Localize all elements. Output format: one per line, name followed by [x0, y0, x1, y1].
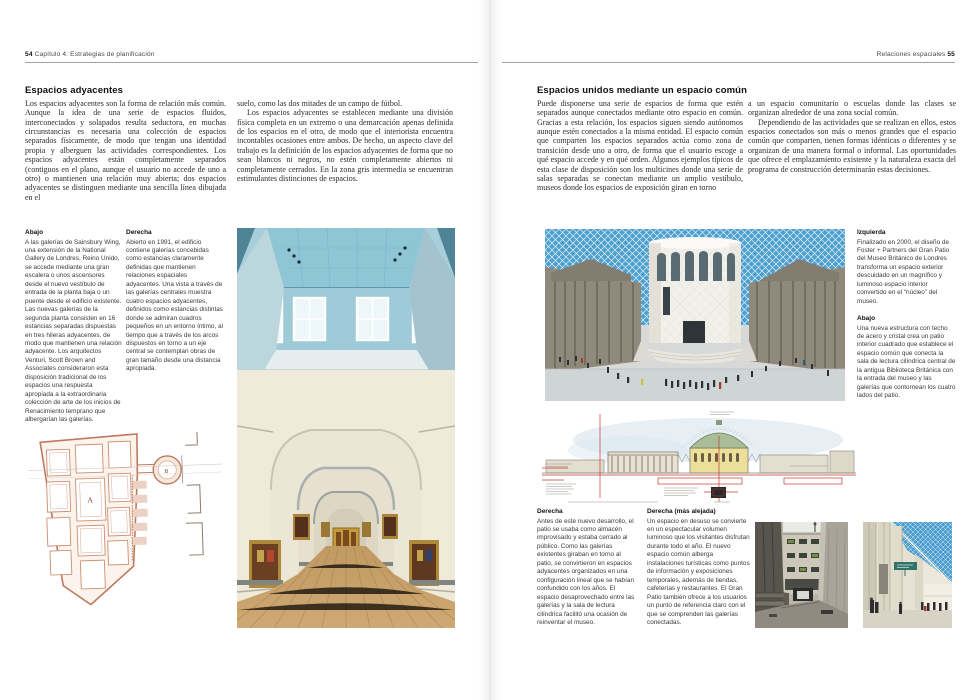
courtyard-before-photo — [755, 522, 848, 628]
body-column-left-2 — [237, 99, 453, 183]
chapter-title: Capítulo 4: Estrategias de planificación — [34, 51, 155, 58]
caption-title: Derecha — [537, 508, 563, 515]
great-court-photo — [545, 229, 845, 401]
caption-body: A las galerías de Sainsbury Wing, una extensión de la National Gallery de Londres, Reino Unido, se accede mediante una gran escalera o unos ascensores desde el nuevo vestíbulo de entrada de la planta baja o un puente desde el edificio existente. Las nuevas galerías de la segunda planta consisten en 16 estancias separadas dispuestas en tres hileras adyacentes, de modo que mantienen una relación adyacente. Los arquitectos Venturi, Scott Brown and Associates consideraron esta disposición tradicional de los espacios una respuesta apropiada a la extraordinaria colección de arte de los inicios de Renacimiento temprano que albergarían las galerías. — [25, 238, 122, 424]
caption-derecha-bottom — [537, 508, 637, 627]
caption-body: Antes de este nuevo desarrollo, el patio se usaba como almacén improvisado y estaba cerrado al público. Como las galerías existentes giraban en torno al patio, se convirtieron en espacios adyacentes organizados en una configuración lineal que se habían confundido con los años. El espacio desaprovechado entre las galerías y la sala de lectura cilíndrica facilitó una ocasión de reinventar el museo. — [537, 517, 635, 627]
caption-title: Derecha (más alejada) — [647, 508, 716, 515]
paragraph: suelo, como las dos mitades de un campo de fútbol. — [237, 99, 403, 108]
caption-body: Finalizado en 2000, el diseño de Foster + Partners del Gran Patio del Museo Británico de Londres transforma un espacio exterior descuidado en un magnífico y luminoso espacio interior convertido en el “núcleo” del museo. — [857, 238, 950, 305]
header-rule-left — [25, 62, 478, 63]
spread-gutter — [478, 0, 502, 700]
header-rule-right — [502, 62, 955, 63]
caption-title: Derecha — [126, 229, 152, 236]
body-column-right-1 — [537, 99, 743, 193]
caption-abajo-left — [25, 229, 122, 425]
body-column-right-2 — [748, 99, 956, 174]
paragraph: a un espacio comunitario o escuelas donde las clases se organizan alrededor de una zona social común. — [748, 99, 956, 118]
running-header-left — [25, 51, 455, 58]
page-number-left: 54 — [25, 51, 33, 58]
caption-title: Abajo — [857, 315, 876, 322]
page-number-right: 55 — [947, 51, 955, 58]
great-court-section-drawing — [538, 410, 862, 506]
caption-title: Izquierda — [857, 229, 886, 236]
caption-derecha-alejada — [647, 508, 751, 627]
paragraph: Los espacios adyacentes se establecen mediante una división física completa en un extremo o una demarcación apenas definida de los espacios en el otro, de modo que el interiorista encuentra incontables ocasiones entre ambos. De hecho, un aspecto clave del trabajo es la definición de los espacios adyacentes de forma que no sean blancos ni negros, no estén completamente abiertos ni completamente cerrados. En la zona gris intermedia se encuentran estimulantes distinciones de espacios. — [237, 108, 453, 183]
great-court-interior-photo — [863, 522, 952, 628]
paragraph: Puede disponerse una serie de espacios de forma que estén separados aunque conectados mediante otro espacio en común. Gracias a esta relación, los espacios siguen siendo autónomos aunque estén conectados a la misma entidad. El espacio común que comparten los espacios separados actúa como zona de transición desde uno a otro, de forma que el usuario escoge a qué espacio accede y en qué orden. Algunos ejemplos típicos de esta clase de disposición son los multicines donde una serie de salas separadas se conectan mediante un amplio vestíbulo, museos donde los espacios de exposición giran en torno — [537, 99, 743, 193]
caption-body: Abierto en 1991, el edificio contiene galerías concebidas como estancias claramente definidas que mantienen relaciones espaciales adyacentes. Una vista a través de las galerías centrales muestra cuatro espacios adyacentes, definidos como estancias distintas donde se admiran cuadros pequeños en un entorno íntimo, al tiempo que a través de los arcos dispuestos en torno a un eje central se contemplan obras de gran tamaño desde una distancia apropiada. — [126, 238, 223, 373]
section-title: Relaciones espaciales — [876, 51, 946, 58]
running-header-right — [525, 51, 955, 58]
caption-izquierda-right — [857, 229, 956, 306]
caption-derecha-left — [126, 229, 223, 374]
section-heading-left: Espacios adyacentes — [25, 85, 124, 96]
caption-title: Abajo — [25, 229, 44, 236]
body-column-left-1 — [25, 99, 226, 202]
section-heading-right: Espacios unidos mediante un espacio común — [537, 85, 747, 96]
floorplan-label-b: B — [164, 468, 169, 476]
caption-body: Un espacio en desuso se convierte en un espectacular volumen luminoso que los visitantes disfrutan durante todo el año. El nuevo espacio común alberga instalaciones turísticas como puntos de información y exposiciones temporales, además de tiendas, cafeterías y restaurantes. El Gran Patio también ofrece a los usuarios un punto de referencia claro con el que se comprenden las galerías conectadas. — [647, 517, 750, 627]
paragraph: Los espacios adyacentes son la forma de relación más común. Aunque la idea de una serie de espacios fluidos, interconectados y solapados resulta seductora, en muchas circunstancias es necesaria una colección de espacios separados físicamente, de modo que tengan una identidad propia y alberguen las actividades correspondientes. Los espacios adyacentes están completamente separados (contiguos en el plano, aunque el usuario no accede de uno a otro) o mantienen una relación muy abierta; dos espacios adyacentes se distinguen mediante una sencilla línea dibujada en el — [25, 99, 226, 202]
floorplan-label-a: A — [87, 495, 94, 505]
gallery-arches-photo — [237, 228, 455, 628]
caption-body: Una nueva estructura con techo de acero y cristal crea un patio interior cuadrado que establece el espacio común que conecta la sala de lectura cilíndrica central de la antigua Biblioteca Británica con la entrada del museo y las galerías que contornean los cuatro lados del patio. — [857, 324, 956, 400]
sainsbury-wing-floorplan-drawing — [28, 432, 228, 627]
caption-abajo-right — [857, 315, 956, 401]
paragraph: Dependiendo de las actividades que se realizan en ellos, estos espacios conectados son más o menos grandes que el espacio común que comparten, tienen formas idénticas o diferentes y se organizan de una manera formal o informal. Las oportunidades que ofrece el emplazamiento existente y la naturaleza exacta del programa de construcción determinarán estas decisiones. — [748, 117, 956, 174]
